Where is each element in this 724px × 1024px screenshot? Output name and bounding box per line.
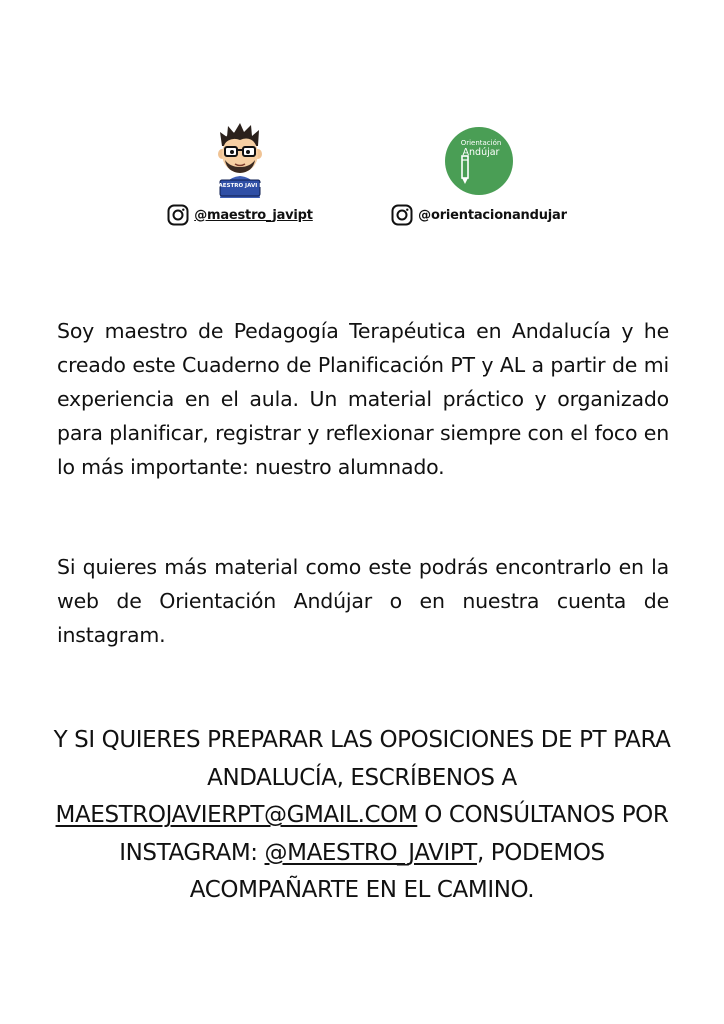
instagram-handle: @maestro_javipt [194,207,313,223]
logo-text-bottom: Andújar [462,147,500,158]
logo-text-top: Orientación [460,139,502,147]
maestro-javipt-logo [212,120,268,198]
email-link[interactable]: MAESTROJAVIERPT@GMAIL.COM [55,802,418,828]
instagram-link-maestro-javipt[interactable] [167,204,313,226]
material-paragraph: Si quieres más material como este podrás encontrarlo en la web de Orientación Andújar o en nuestra cuenta de instagram. [57,555,669,647]
logo-text: MAESTRO JAVI PT [213,183,267,189]
cartoon-teacher-avatar-icon [212,120,268,198]
pencil-circle-logo-icon [444,126,514,196]
cta-text-2: O CONSÚLTANOS POR INSTAGRAM: [119,802,669,866]
brand-orientacion-andujar [372,120,586,226]
instagram-link-orientacion-andujar[interactable] [391,204,567,226]
cta-text-1: Y SI QUIERES PREPARAR LAS OPOSICIONES DE PT PARA ANDALUCÍA, ESCRÍBENOS A [53,727,671,791]
instagram-handle: @orientacionandujar [418,207,567,223]
orientacion-andujar-logo [444,120,514,198]
cta-text-3: , PODEMOS ACOMPAÑARTE EN EL CAMINO. [189,839,605,903]
brand-maestro-javipt [150,120,330,226]
intro-paragraph: Soy maestro de Pedagogía Terapéutica en Andalucía y he creado este Cuaderno de Planificación PT y AL a partir de mi experiencia en el aula. Un material práctico y organizado para planificar, registrar y reflexionar siempre con el foco en lo más importante: nuestro alumnado. [57,319,669,479]
instagram-mention-link[interactable]: @MAESTRO_JAVIPT [264,839,477,866]
instagram-icon [167,204,189,226]
oposiciones-call-to-action [40,722,684,910]
instagram-icon [391,204,413,226]
